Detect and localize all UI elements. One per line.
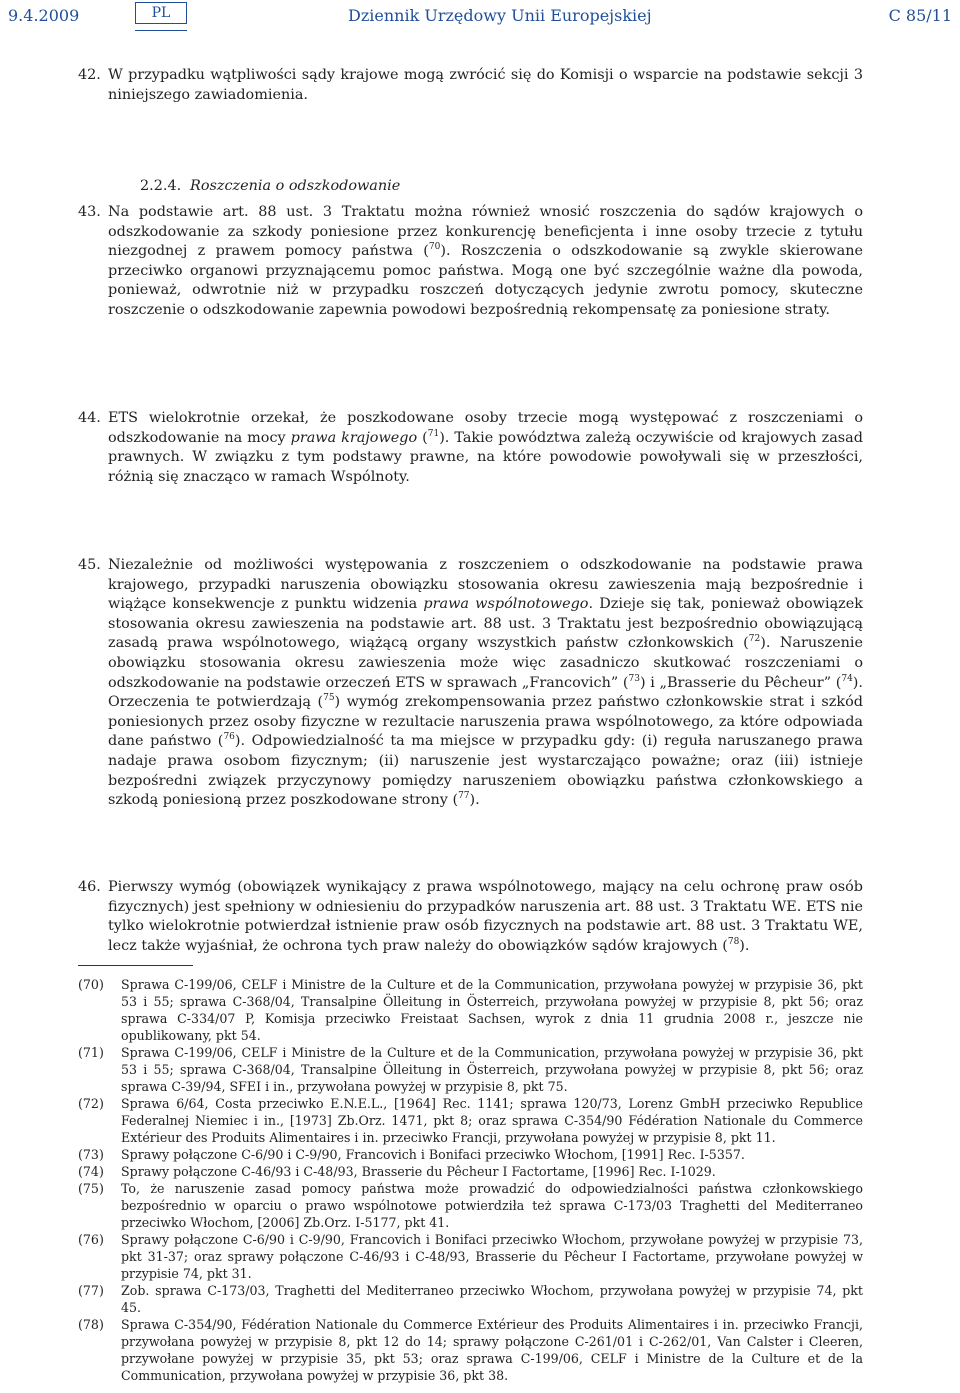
issue-date: 9.4.2009 xyxy=(8,6,80,25)
footnote-number: (73) xyxy=(78,1147,104,1162)
paragraph-42 xyxy=(78,66,863,105)
footnote-72 xyxy=(78,1095,863,1146)
journal-title: Dziennik Urzędowy Unii Europejskiej xyxy=(348,6,652,25)
footnote-number: (72) xyxy=(78,1096,104,1111)
footnote-separator xyxy=(78,965,193,966)
footnote-75 xyxy=(78,1180,863,1231)
paragraph-45 xyxy=(78,556,864,811)
paragraph-43 xyxy=(78,203,863,321)
footnote-number: (74) xyxy=(78,1164,104,1179)
footnote-text: Sprawa 6/64, Costa przeciwko E.N.E.L., [1964] Rec. 1141; sprawa 120/73, Lorenz GmbH przeciwko Republice Federalnej Niemiec i in., [1973] Zb.Orz. 1471, pkt 8; oraz sprawa C-354/90 Fédération Nationale du Commerce Extérieur des Produits Alimentaires i in. przeciwko Francji, przywołana powyżej w przypisie 8, pkt 11. xyxy=(121,1096,863,1145)
paragraph-text: Niezależnie od możliwości występowania z roszczeniem o odszkodowanie na podstawie prawa krajowego, przypadki naruszenia obowiązku stosowania okresu zawieszenia mają bezpośrednie i wiążące konsekwencje z punktu widzenia prawa wspólnotowego. Dzieje się tak, ponieważ obowiązek stosowania okresu zawieszenia na podstawie art. 88 ust. 3 Traktatu jest bezpośrednio obowiązującą zasadą prawa wspólnotowego, wiążącą organy wszystkich państw członkowskich ($^{72}$). Naruszenie obowiązku stosowania okresu zawieszenia może więc zasadniczo skutkować roszczeniami o odszkodowanie na podstawie orzeczeń ETS w sprawach „Francovich” ($^{73}$) i „Brasserie du Pêcheur” ($^{74}$). Orzeczenia te potwierdzają ($^{75}$) wymóg zrekompensowania przez państwo członkowskie strat i szkód poniesionych przez osoby fizyczne w rezultacie naruszenia prawa wspólnotowego, za które odpowiada dane państwo ($^{76}$). Odpowiedzialność ta ma miejsce w przypadku gdy: (i) reguła naruszanego prawa nadaje prawa osobom fizycznym; (ii) naruszenie jest wystarczająco poważne; oraz (iii) istnieje bezpośredni związek przyczynowy pomiędzy naruszeniem obowiązku państwa członkowskiego a szkodą poniesioną przez poszkodowane strony ($^{77}$). xyxy=(108,557,864,809)
paragraph-number: 42. xyxy=(78,67,101,83)
footnote-text: Sprawa C-199/06, CELF i Ministre de la Culture et de la Communication, przywołana powyżej w przypisie 36, pkt 53 i 55; sprawa C-368/04, Transalpine Ölleitung in Österreich, przywołana powyżej w przypisie 8, pkt 56; oraz sprawa C-334/07 P, Komisja przeciwko Freistaat Sachsen, wyrok z dnia 11 grudnia 2008 r., jeszcze nie opublikowany, pkt 54. xyxy=(121,977,863,1043)
footnotes xyxy=(78,976,863,1384)
page-header xyxy=(0,0,960,40)
paragraph-number: 43. xyxy=(78,204,101,220)
paragraph-text: Pierwszy wymóg (obowiązek wynikający z prawa wspólnotowego, mający na celu ochronę praw osób fizycznych) jest spełniony w odniesieniu do przypadków naruszenia art. 88 ust. 3 Traktatu WE. ETS nie tylko wielokrotnie potwierdzał istnienie praw osób fizycznych na podstawie art. 88 ust. 3 Traktatu WE, lecz także wyjaśniał, że ochrona tych praw należy do obowiązków sądów krajowych ($^{78}$). xyxy=(108,879,863,954)
footnote-76 xyxy=(78,1231,863,1282)
paragraph-44 xyxy=(78,409,863,487)
paragraph-text: Na podstawie art. 88 ust. 3 Traktatu można również wnosić roszczenia do sądów krajowych o odszkodowanie za szkody poniesione przez konkurencję beneficjenta i inne osoby trzecie z tytułu niezgodnej z prawem pomocy państwa ($^{70}$). Roszczenia o odszkodowanie są zwykle skierowane przeciwko organowi przyznającemu pomoc państwa. Mogą one być szczególnie ważne dla powoda, ponieważ, odwrotnie niż w przypadku roszczeń dotyczących jedynie zwrotu pomocy, skuteczne roszczenie o odszkodowanie zapewnia powodowi bezpośrednią rekompensatę za poniesione straty. xyxy=(108,204,863,318)
section-number: 2.2.4. xyxy=(140,178,182,194)
footnote-text: Sprawy połączone C-46/93 i C-48/93, Brasserie du Pêcheur I Factortame, [1996] Rec. I-1029. xyxy=(121,1164,716,1179)
section-title: Roszczenia o odszkodowanie xyxy=(190,178,401,194)
paragraph-number: 45. xyxy=(78,557,101,573)
footnote-71 xyxy=(78,1044,863,1095)
section-heading xyxy=(140,178,400,194)
footnote-text: Sprawy połączone C-6/90 i C-9/90, Francovich i Bonifaci przeciwko Włochom, przywołane powyżej w przypisie 73, pkt 31-37; oraz sprawy połączone C-46/93 i C-48/93, Brasserie du Pêcheur I Factortame, przywołane powyżej w przypisie 74, pkt 31. xyxy=(121,1232,863,1281)
footnote-78 xyxy=(78,1316,863,1384)
page-reference: C 85/11 xyxy=(888,6,952,25)
footnote-text: Sprawy połączone C-6/90 i C-9/90, Francovich i Bonifaci przeciwko Włochom, [1991] Rec. I-5357. xyxy=(121,1147,745,1162)
footnote-77 xyxy=(78,1282,863,1316)
footnote-number: (75) xyxy=(78,1181,104,1196)
footnote-number: (70) xyxy=(78,977,104,992)
footnote-number: (76) xyxy=(78,1232,104,1247)
footnote-73 xyxy=(78,1146,863,1163)
paragraph-text: ETS wielokrotnie orzekał, że poszkodowane osoby trzecie mogą występować z roszczeniami o odszkodowanie na mocy prawa krajowego ($^{71}$). Takie powództwa zależą oczywiście od krajowych zasad prawnych. W związku z tym podstawy prawne, na które powodowie powoływali się w przeszłości, różnią się znacząco w ramach Wspólnoty. xyxy=(108,410,863,485)
footnote-number: (78) xyxy=(78,1317,104,1332)
header-rule xyxy=(135,30,187,31)
footnote-text: Sprawa C-199/06, CELF i Ministre de la Culture et de la Communication, przywołana powyżej w przypisie 36, pkt 53 i 55; sprawa C-368/04, Transalpine Ölleitung in Österreich, przywołana powyżej w przypisie 8, pkt 56; oraz sprawa C-39/94, SFEI i in., przywołana powyżej w przypisie 8, pkt 75. xyxy=(121,1045,863,1094)
paragraph-number: 44. xyxy=(78,410,101,426)
footnote-text: Zob. sprawa C-173/03, Traghetti del Mediterraneo przeciwko Włochom, przywołana powyżej w przypisie 74, pkt 45. xyxy=(121,1283,863,1315)
footnote-number: (71) xyxy=(78,1045,104,1060)
footnote-74 xyxy=(78,1163,863,1180)
paragraph-text: W przypadku wątpliwości sądy krajowe mogą zwrócić się do Komisji o wsparcie na podstawie sekcji 3 niniejszego zawiadomienia. xyxy=(108,67,863,103)
paragraph-number: 46. xyxy=(78,879,101,895)
paragraph-46 xyxy=(78,878,863,956)
footnote-70 xyxy=(78,976,863,1044)
footnote-number: (77) xyxy=(78,1283,104,1298)
footnote-text: To, że naruszenie zasad pomocy państwa może prowadzić do odpowiedzialności państwa członkowskiego bezpośrednio w oparciu o prawo wspólnotowe potwierdziła też sprawa C-173/03 Traghetti del Mediterraneo przeciwko Włochom, [2006] Zb.Orz. I-5177, pkt 41. xyxy=(121,1181,863,1230)
footnote-text: Sprawa C-354/90, Fédération Nationale du Commerce Extérieur des Produits Alimentaires i in. przeciwko Francji, przywołana powyżej w przypisie 8, pkt 12 do 14; sprawy połączone C-261/01 i C-262/01, Van Calster i Cleeren, przywołane powyżej w przypisie 35, pkt 53; oraz sprawa C-199/06, CELF i Ministre de la Culture et de la Communication, przywołana powyżej w przypisie 36, pkt 38. xyxy=(121,1317,863,1383)
language-badge: PL xyxy=(135,2,187,24)
